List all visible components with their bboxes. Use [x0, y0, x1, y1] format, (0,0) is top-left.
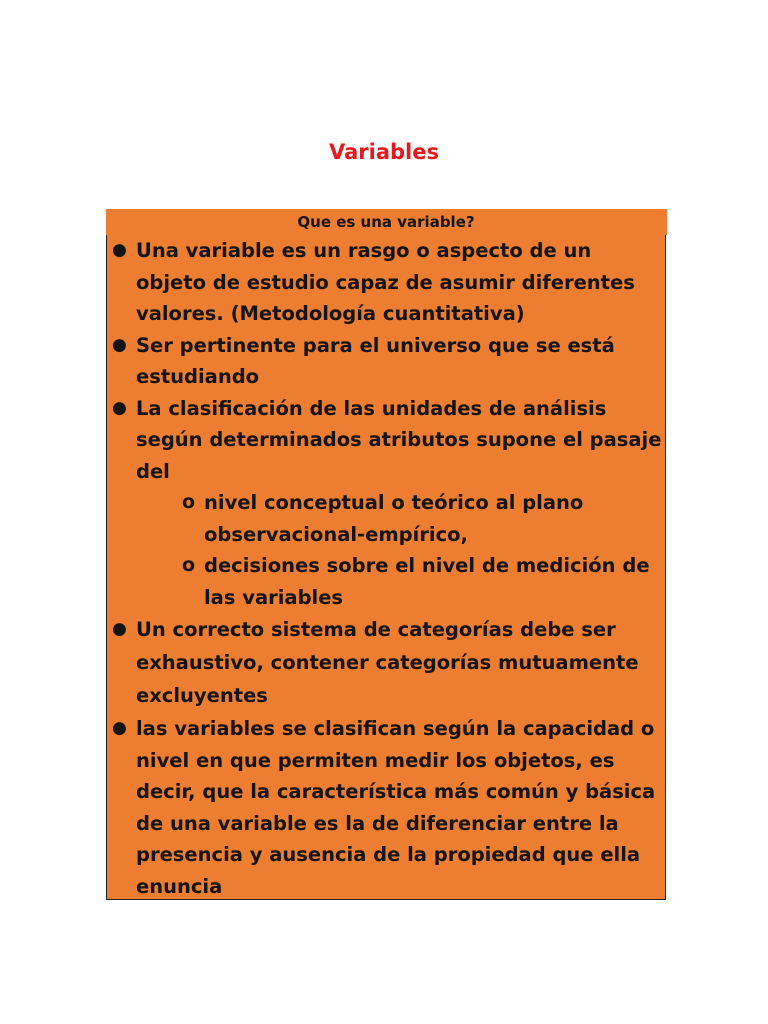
- list-item-text: las variables se clasifican según la capacidad o nivel en que permiten medir los objetos, es decir, que la característica más común y básica de una variable es la de diferenciar entre la presencia y ausencia de la propiedad que ella enuncia: [136, 717, 656, 898]
- sub-list-item: [106, 550, 666, 613]
- list-item-text: Una variable es un rasgo o aspecto de un objeto de estudio capaz de asumir diferentes valores. (Metodología cuantitativa): [136, 239, 635, 325]
- sub-list-item: [106, 487, 666, 550]
- list-item-text: La clasificación de las unidades de análisis según determinados atributos supone el pasaje del: [136, 396, 662, 483]
- sub-list-item-text: nivel conceptual o teórico al plano observacional-empírico,: [204, 491, 584, 546]
- bullet-icon: ●: [112, 397, 127, 418]
- list-item: [106, 330, 666, 393]
- sub-list-item-text: decisiones sobre el nivel de medición de las variables: [204, 554, 650, 609]
- list-item: [106, 713, 666, 902]
- list-item: [106, 235, 666, 330]
- list-item-text: Un correcto sistema de categorías debe ser exhaustivo, contener categorías mutuamente excluyentes: [136, 618, 639, 707]
- bullet-list: [106, 235, 666, 902]
- bullet-icon: ●: [112, 718, 127, 738]
- box-heading: Que es una variable?: [297, 213, 475, 231]
- document-title: Variables: [329, 140, 439, 164]
- list-item-text: Ser pertinente para el universo que se está estudiando: [136, 333, 615, 388]
- sub-bullet-icon: o: [182, 554, 196, 576]
- sub-bullet-icon: o: [182, 491, 196, 513]
- bullet-icon: ●: [112, 334, 127, 355]
- bullet-icon: ●: [112, 240, 127, 260]
- list-item: [106, 613, 666, 712]
- list-item: [106, 393, 666, 488]
- bullet-icon: ●: [112, 619, 127, 639]
